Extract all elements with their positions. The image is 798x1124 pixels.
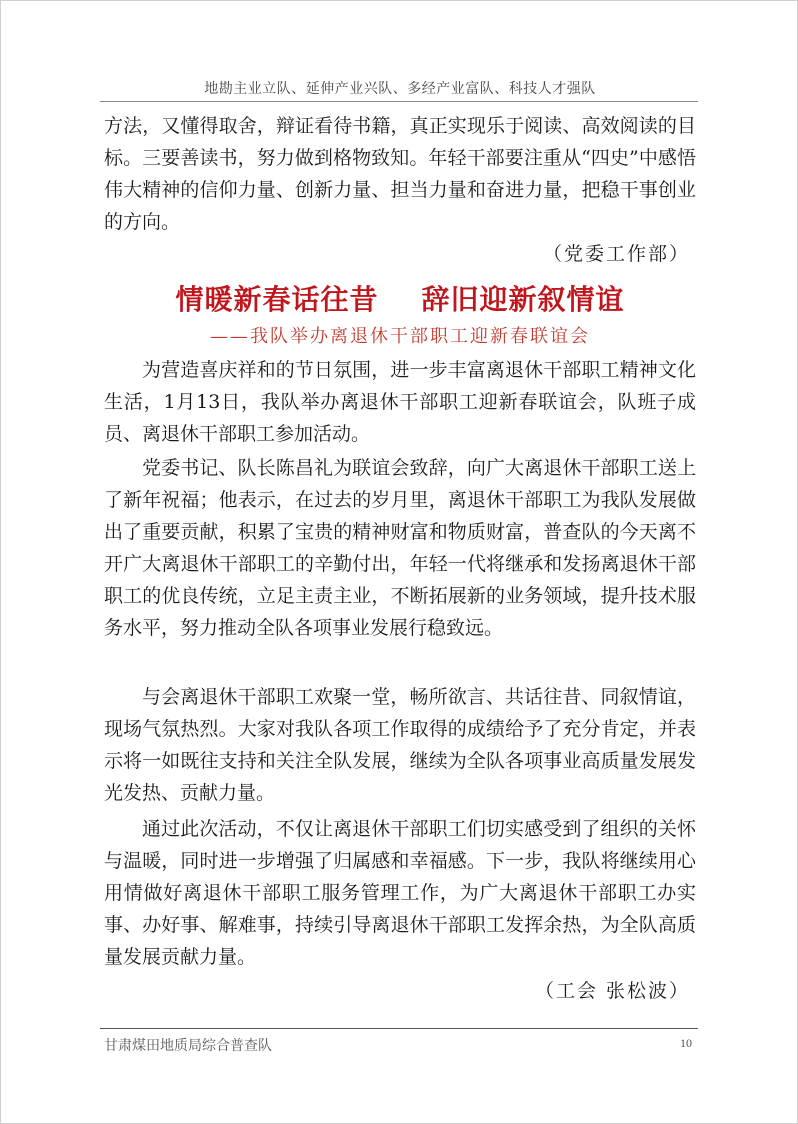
- article-paragraph-4: 通过此次活动，不仅让离退休干部职工们切实感受到了组织的关怀与温暖，同时进一步增强了归属感和幸福感。下一步，我队将继续用心用情做好离退休干部职工服务管理工作，为广大离退休干部职工办实事、办好事、解难事，持续引导离退休干部职工发挥余热，为全队高质量发展贡献力量。: [104, 818, 696, 968]
- footer-divider: [100, 1028, 698, 1029]
- previous-article-signature: （党委工作部）: [542, 243, 690, 265]
- article-title: 情暖新春话往昔 辞旧迎新叙情谊: [175, 283, 625, 316]
- page-number: 10: [680, 1036, 692, 1050]
- article-signature: （工会 张松波）: [534, 980, 690, 1002]
- article-paragraph-3: 与会离退休干部职工欢聚一堂，畅所欲言、共话往昔、同叙情谊，现场气氛热烈。大家对我队各项工作取得的成绩给予了充分肯定，并表示将一如既往支持和关注全队发展，继续为全队各项事业高质量发展发光发热、贡献力量。: [104, 686, 696, 804]
- article-subtitle: ——我队举办离退休干部职工迎新春联谊会: [210, 326, 590, 347]
- article-paragraph-1: 为营造喜庆祥和的节日氛围，进一步丰富离退休干部职工精神文化生活，1月13日，我队举办离退休干部职工迎新春联谊会，队班子成员、离退休干部职工参加活动。: [104, 359, 696, 445]
- previous-article-continuation: 方法，又懂得取舍，辩证看待书籍，真正实现乐于阅读、高效阅读的目标。三要善读书，努力做到格物致知。年轻干部要注重从“四史”中感悟伟大精神的信仰力量、创新力量、担当力量和奋进力量，把稳干事创业的方向。: [104, 115, 696, 233]
- header-slogan: 地勘主业立队、延伸产业兴队、多经产业富队、科技人才强队: [204, 81, 596, 97]
- header-divider: [100, 101, 698, 102]
- article-paragraph-2: 党委书记、队长陈昌礼为联谊会致辞，向广大离退休干部职工送上了新年祝福；他表示，在过去的岁月里，离退休干部职工为我队发展做出了重要贡献，积累了宝贵的精神财富和物质财富，普查队的今天离不开广大离退休干部职工的辛勤付出，年轻一代将继承和发扬离退休干部职工的优良传统，立足主责主业，不断拓展新的业务领域，提升技术服务水平，努力推动全队各项事业发展行稳致远。: [104, 457, 696, 639]
- footer-organization: 甘肃煤田地质局综合普查队: [104, 1038, 272, 1054]
